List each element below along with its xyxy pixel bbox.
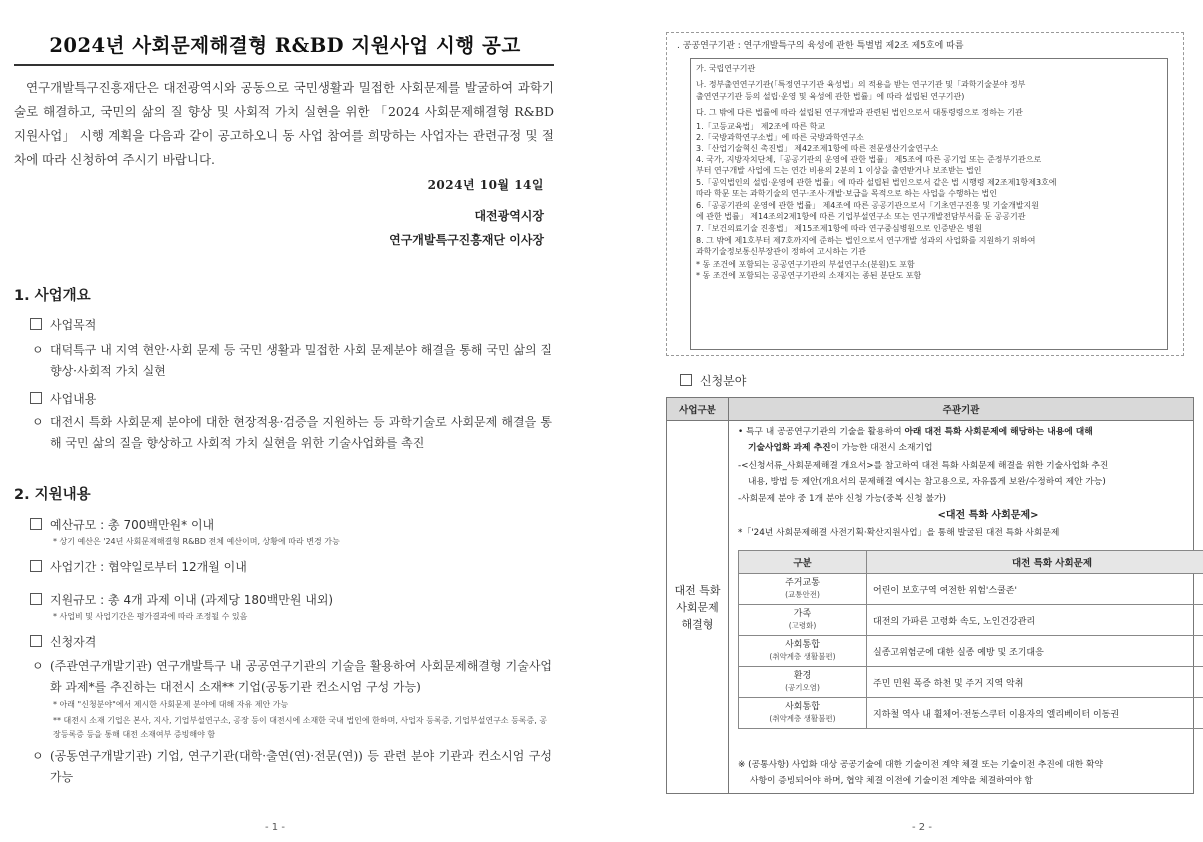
daejeon-issue-table (738, 550, 1203, 729)
header-business-type: 사업구분 (667, 398, 729, 421)
circle-bullet-icon: ㅇ (32, 659, 44, 673)
institution-line: 나. 정부출연연구기관(「특정연구기관 육성법」의 적용을 받는 연구기관 및「과학기술분야 정부 (696, 80, 1026, 89)
page-number: - 1 - (265, 822, 285, 833)
purpose-description: 대덕특구 내 지역 현안·사회 문제 등 국민 생활과 밀접한 사회 문제분야 해결을 통해 국민 삶의 질 향상·사회적 가치 실현 (50, 343, 552, 378)
institution-line: 따라 학문 또는 과학기술의 연구·조사·개발·보급을 목적으로 하는 사업을 수행하는 법인 (696, 189, 997, 198)
issue-description: 실종고위험군에 대한 실종 예방 및 조기대응 (867, 636, 1203, 667)
page-title: 2024년 사회문제해결형 R&BD 지원사업 시행 공고 (49, 34, 521, 57)
eligibility-emphasis: 아래 대전 특화 사회문제에 해당하는 내용에 대해 (904, 427, 1093, 437)
period-item (30, 558, 247, 575)
issue-description: 주민 민원 폭증 하천 및 주거 지역 악취 (867, 667, 1203, 698)
institution-line: 7.「보건의료기술 진흥법」 제15조제1항에 따라 연구중심병원으로 인증받은 병원 (696, 224, 982, 233)
institution-line: 가. 국립연구기관 (696, 64, 756, 73)
inner-header-category: 구분 (739, 551, 867, 574)
public-institution-box (666, 32, 1184, 356)
issue-subcategory: (고령화) (788, 621, 817, 630)
lead-institution-content (729, 421, 1194, 794)
issue-category: 사회통합 (785, 702, 820, 712)
qualification-label: 신청자격 (50, 635, 97, 649)
checkbox-icon (30, 392, 42, 404)
intro-paragraph: 연구개발특구진흥재단은 대전광역시와 공동으로 국민생활과 밀접한 사회문제를 발굴하여 과학기술로 해결하고, 국민의 삶의 질 향상 및 사회적 가치 실현을 위한 「2024 사회문제해결형 R&BD 지원사업」 시행 계획을 다음과 같이 공고하오니 동 사업 참여를 희망하는 사업자는 관련규정 및 절차에 따라 신청하여 주시기 바랍니다. (14, 80, 554, 167)
announcement-date: 2024년 10월 14일 (427, 178, 544, 192)
issue-category: 사회통합 (785, 640, 820, 650)
single-field-rule: -사회문제 분야 중 1개 분야 신청 가능(중복 신청 불가) (738, 494, 946, 504)
issue-subcategory: (교통안전) (785, 590, 820, 599)
qualification-joint (32, 746, 552, 788)
content-item (30, 390, 96, 407)
business-category (667, 421, 729, 794)
checkbox-icon (30, 318, 42, 330)
eligibility-bullet (738, 425, 1203, 439)
institution-line: 5.「공익법인의 설립·운영에 관한 법률」에 따라 설립된 법인으로서 같은 법 시행령 제2조제1항제3호에 (696, 178, 1057, 187)
institution-line: 부터 연구개발 사업에 드는 연간 비용의 2분의 1 이상을 출연받거나 보조받는 법인 (696, 166, 982, 175)
institution-line: 에 관한 법률」 제14조의2제1항에 따른 기업부설연구소 또는 연구개발전담부서를 둔 공공기관 (696, 212, 1026, 221)
circle-bullet-icon: ㅇ (32, 749, 44, 763)
content-label: 사업내용 (50, 392, 97, 406)
table-row (739, 636, 1203, 667)
section-overview-heading: 1. 사업개요 (14, 288, 91, 304)
period-text: 사업기간 : 협약일로부터 12개월 이내 (50, 560, 247, 574)
qualification-lead-text: (주관연구개발기관) 연구개발특구 내 공공연구기관의 기술을 활용하여 사회문제해결형 기술사업화 과제*를 추진하는 대전시 소재** 기업(공동기관 컨소시엄 구성 가능) (50, 659, 552, 694)
checkbox-icon (680, 374, 692, 386)
proposal-guide: -<신청서류_사회문제해결 개요서>를 참고하여 대전 특화 사회문제 해결을 위한 기술사업화 추진 (738, 461, 1109, 471)
institution-line: 출연연구기관 등의 설립·운영 및 육성에 관한 법률」에 따라 설립된 연구기관) (696, 92, 965, 101)
common-note: ※ (공통사항) 사업화 대상 공공기술에 대한 기술이전 계약 체결 또는 기술이전 추진에 대한 확약 (738, 760, 1104, 770)
issue-subcategory: (공기오염) (785, 683, 820, 692)
public-institution-lead: . 공공연구기관 : 연구개발특구의 육성에 관한 특별법 제2조 제5호에 따름 (677, 41, 964, 51)
purpose-label: 사업목적 (50, 318, 97, 332)
qualification-note-1: * 아래 "신청분야"에서 제시한 사회문제 분야에 대해 자유 제안 가능 (53, 700, 289, 709)
issue-category: 환경 (793, 671, 812, 681)
content-text (32, 412, 552, 454)
institution-line: * 동 조건에 포함되는 공공연구기관의 소재지는 종된 분단도 포함 (696, 271, 922, 280)
circle-bullet-icon: ㅇ (32, 343, 44, 357)
institution-line: 3.「산업기술혁신 촉진법」 제42조제1항에 따른 전문생산기술연구소 (696, 144, 939, 153)
checkbox-icon (30, 560, 42, 572)
issue-description: 대전의 가파른 고령화 속도, 노인건강관리 (867, 605, 1203, 636)
qualification-note-2: ** 대전시 소재 기업은 본사, 지사, 기업부설연구소, 공장 등이 대전시에 소재한 국내 법인에 한하며, 사업자 등록증, 기업부설연구소 등록증, 공장등록증 등을 통해 대전 소재여부 증빙해야 함 (53, 716, 548, 739)
eligibility-bullet-cont (748, 441, 1203, 455)
apply-field-table (666, 397, 1194, 794)
daejeon-issue-note: *「'24년 사회문제해결 사전기획·확산지원사업」을 통해 발굴된 대전 특화 사회문제 (738, 528, 1060, 538)
apply-field-label: 신청분야 (700, 374, 747, 388)
scale-item (30, 591, 333, 608)
issue-category: 주거교통 (785, 578, 820, 588)
institution-line: 2.「국방과학연구소법」에 따른 국방과학연구소 (696, 133, 864, 142)
daejeon-issue-subtitle: <대전 특화 사회문제> (937, 510, 1039, 521)
public-institution-list (690, 58, 1168, 350)
scale-note: * 사업비 및 사업기간은 평가결과에 따라 조정될 수 있음 (53, 612, 248, 621)
content-description: 대전시 특화 사회문제 분야에 대한 현장적용·검증을 지원하는 등 과학기술로 사회문제 해결을 통해 국민 삶의 질을 향상하고 사회적 가치 실현을 위한 기술사업화를 촉진 (50, 415, 552, 450)
proposal-guide-cont: 내용, 방법 등 제안(개요서의 문제해결 예시는 참고용으로, 자유롭게 보완/수정하여 제안 가능) (748, 477, 1106, 487)
issue-category: 가족 (793, 609, 812, 619)
table-row (739, 605, 1203, 636)
institution-line: 6.「공공기관의 운영에 관한 법률」 제4조에 따른 공공기관으로서「기초연구진흥 및 기술개발지원 (696, 201, 1039, 210)
category-line: 사회문제 (676, 600, 719, 614)
purpose-item (30, 316, 96, 333)
title-divider (14, 64, 554, 66)
budget-text: 예산규모 : 총 700백만원* 이내 (50, 518, 215, 532)
budget-item (30, 516, 214, 533)
inner-header-issue: 대전 특화 사회문제 (867, 551, 1203, 574)
table-row (739, 574, 1203, 605)
institution-line: 8. 그 밖에 제1호부터 제7호까지에 준하는 법인으로서 연구개발 성과의 사업화를 지원하기 위하여 (696, 236, 1036, 245)
issue-subcategory: (취약계층 생활불편) (769, 714, 836, 723)
purpose-text (32, 340, 552, 382)
signer-mayor: 대전광역시장 (474, 209, 544, 223)
budget-note: * 상기 예산은 '24년 사회문제해결형 R&BD 전체 예산이며, 상황에 따라 변경 가능 (53, 537, 340, 546)
institution-line: * 동 조건에 포함되는 공공연구기관의 부설연구소(분원)도 포함 (696, 260, 915, 269)
category-line: 대전 특화 (674, 583, 721, 597)
checkbox-icon (30, 593, 42, 605)
page-number: - 2 - (912, 822, 932, 833)
signer-foundation: 연구개발특구진흥재단 이사장 (389, 233, 544, 247)
table-row (739, 667, 1203, 698)
scale-text: 지원규모 : 총 4개 과제 이내 (과제당 180백만원 내외) (50, 593, 334, 607)
issue-description: 지하철 역사 내 휠체어·전동스쿠터 이용자의 엘리베이터 이동권 (867, 698, 1203, 729)
institution-line: 4. 국가, 지방자치단체,「공공기관의 운영에 관한 법률」 제5조에 따른 공기업 또는 준정부기관으로 (696, 155, 1042, 164)
qualification-joint-text: (공동연구개발기관) 기업, 연구기관(대학·출연(연)·전문(연)) 등 관련 분야 기관과 컨소시엄 구성 가능 (50, 749, 552, 784)
eligibility-text: • 특구 내 공공연구기관의 기술을 활용하여 (738, 427, 905, 437)
institution-line: 과학기술정보통신부장관이 정하여 고시하는 기관 (696, 247, 866, 256)
category-line: 해결형 (681, 617, 714, 631)
institution-line: 다. 그 밖에 다른 법률에 따라 설립된 연구개발과 관련된 법인으로서 대통령령으로 정하는 기관 (696, 108, 1023, 117)
page-1 (0, 0, 580, 842)
header-lead-institution: 주관기관 (729, 398, 1194, 421)
qualification-lead (32, 656, 552, 698)
issue-subcategory: (취약계층 생활불편) (769, 652, 836, 661)
section-support-heading: 2. 지원내용 (14, 487, 91, 503)
circle-bullet-icon: ㅇ (32, 415, 44, 429)
eligibility-text: 이 가능한 대전시 소재기업 (830, 443, 933, 453)
qualification-item (30, 633, 96, 650)
institution-line: 1.「고등교육법」 제2조에 따른 학교 (696, 122, 826, 131)
issue-description: 어린이 보호구역 여전한 위험'스쿨존' (867, 574, 1203, 605)
table-row (739, 698, 1203, 729)
eligibility-emphasis: 기술사업화 과제 추진 (748, 443, 831, 453)
common-note-cont: 사항이 증빙되어야 하며, 협약 체결 이전에 기술이전 계약을 체결하여야 함 (750, 776, 1033, 786)
checkbox-icon (30, 635, 42, 647)
apply-field-heading (680, 372, 746, 389)
checkbox-icon (30, 518, 42, 530)
